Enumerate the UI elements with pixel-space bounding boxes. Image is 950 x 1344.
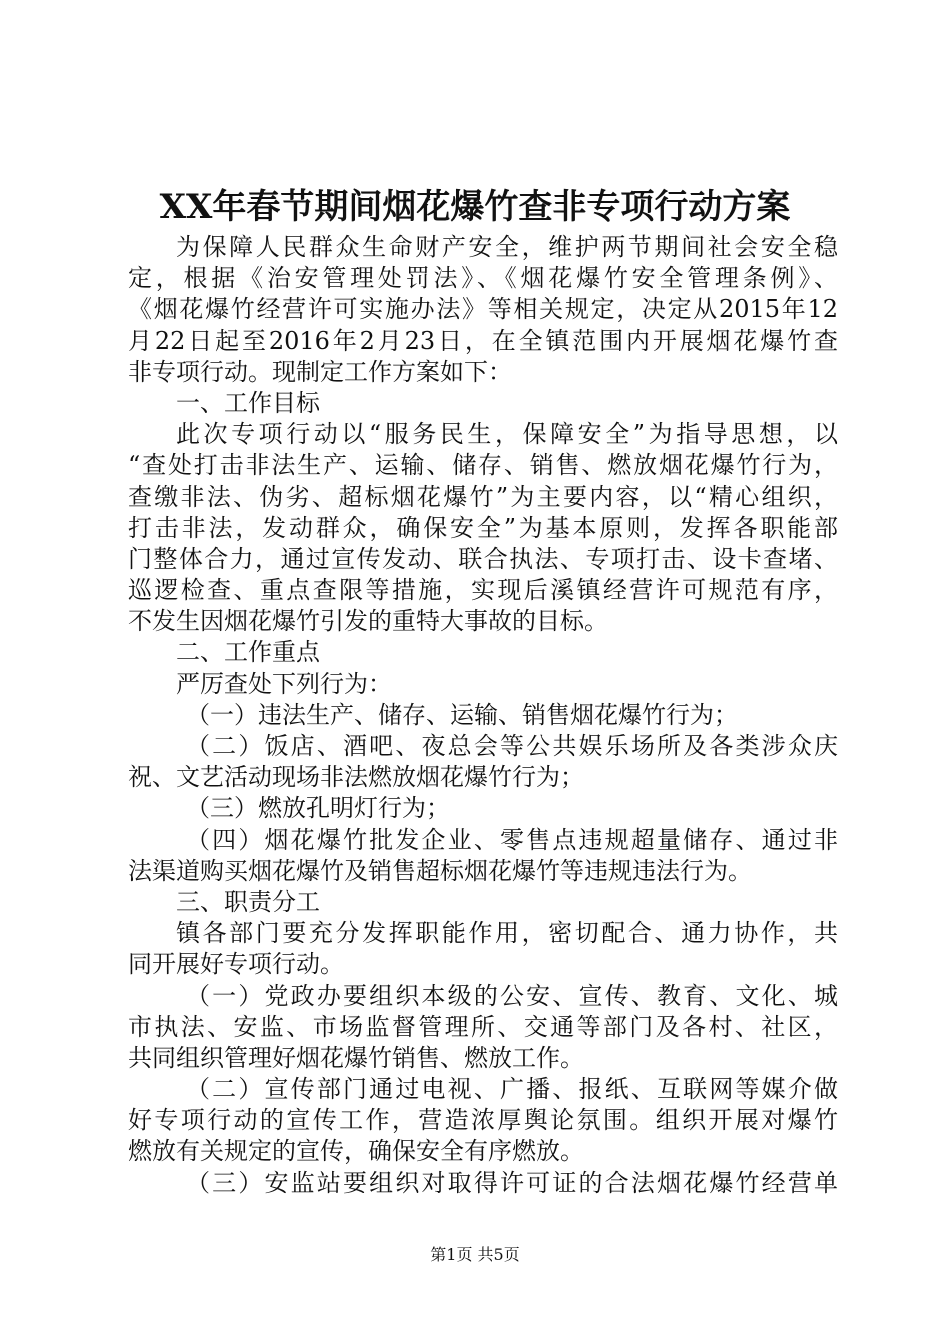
paragraph-line: “查处打击非法生产、运输、储存、销售、燃放烟花爆竹行为， — [128, 451, 838, 480]
list-item: （三）燃放孔明灯行为； — [186, 794, 450, 823]
paragraph-line: 同开展好专项行动。 — [128, 950, 344, 979]
paragraph-line: 为保障人民群众生命财产安全，维护两节期间社会安全稳 — [176, 233, 838, 261]
paragraph-line: 打击非法，发动群众，确保安全”为基本原则，发挥各职能部 — [128, 513, 838, 542]
paragraph-line: 市执法、安监、市场监督管理所、交通等部门及各村、社区， — [128, 1012, 838, 1041]
paragraph-line: 门整体合力，通过宣传发动、联合执法、专项打击、设卡查堵、 — [128, 544, 838, 573]
document-title: XX年春节期间烟花爆竹查非专项行动方案 — [159, 187, 791, 227]
list-item: （二）宣传部门通过电视、广播、报纸、互联网等媒介做 — [186, 1075, 838, 1104]
paragraph-line: 查缴非法、伪劣、超标烟花爆竹”为主要内容，以“精心组织， — [128, 482, 838, 511]
list-item: （三）安监站要组织对取得许可证的合法烟花爆竹经营单 — [186, 1168, 838, 1197]
document-body — [128, 232, 838, 1199]
paragraph-line: 《烟花爆竹经营许可实施办法》等相关规定，决定从2015年12 — [128, 295, 838, 324]
paragraph-line: 燃放有关规定的宣传，确保安全有序燃放。 — [128, 1137, 584, 1166]
paragraph-line: 法渠道购买烟花爆竹及销售超标烟花爆竹等违规违法行为。 — [128, 856, 752, 885]
page-number: 第1页 共5页 — [430, 1245, 520, 1264]
section-heading: 一、工作目标 — [176, 388, 320, 417]
list-item: （二）饭店、酒吧、夜总会等公共娱乐场所及各类涉众庆 — [186, 732, 838, 760]
section-heading: 三、职责分工 — [176, 887, 320, 916]
paragraph-line: 共同组织管理好烟花爆竹销售、燃放工作。 — [128, 1043, 584, 1072]
section-heading: 二、工作重点 — [176, 638, 320, 667]
list-item: （一）违法生产、储存、运输、销售烟花爆竹行为； — [186, 700, 738, 729]
paragraph-line: 巡逻检查、重点查限等措施，实现后溪镇经营许可规范有序， — [128, 576, 838, 605]
paragraph-line: 此次专项行动以“服务民生，保障安全”为指导思想，以 — [176, 420, 838, 449]
paragraph-line: 不发生因烟花爆竹引发的重特大事故的目标。 — [128, 607, 608, 636]
paragraph-line: 严厉查处下列行为： — [176, 669, 392, 698]
list-item: （一）党政办要组织本级的公安、宣传、教育、文化、城 — [186, 981, 838, 1010]
list-item: （四）烟花爆竹批发企业、零售点违规超量储存、通过非 — [186, 825, 838, 854]
paragraph-line: 镇各部门要充分发挥职能作用，密切配合、通力协作，共 — [176, 919, 838, 948]
paragraph-line: 好专项行动的宣传工作，营造浓厚舆论氛围。组织开展对爆竹 — [128, 1106, 838, 1135]
paragraph-line: 祝、文艺活动现场非法燃放烟花爆竹行为； — [128, 763, 584, 792]
paragraph-line: 定，根据《治安管理处罚法》、《烟花爆竹安全管理条例》、 — [128, 264, 838, 293]
paragraph-line: 月22日起至2016年2月23日，在全镇范围内开展烟花爆竹查 — [128, 326, 838, 355]
paragraph-line: 非专项行动。现制定工作方案如下： — [128, 357, 512, 386]
